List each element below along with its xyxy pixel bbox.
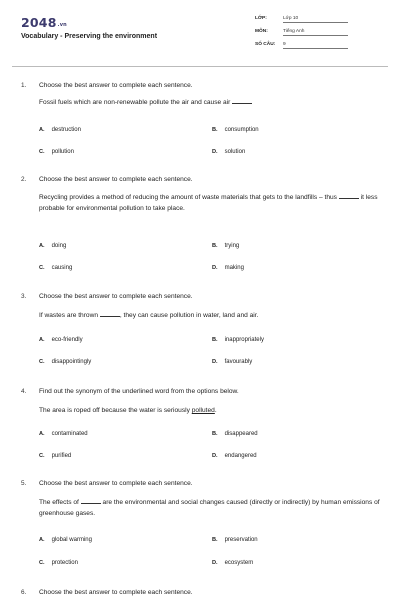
- option-d[interactable]: D. ecosystem: [212, 560, 254, 566]
- meta-subject-label: MÔN:: [255, 29, 268, 34]
- option-a[interactable]: A. contaminated: [39, 431, 88, 437]
- meta-count-label: SỐ CÂU:: [255, 42, 276, 47]
- question-text: The area is roped off because the water is seriously polluted.: [39, 407, 217, 414]
- question-number: 5.: [21, 480, 27, 487]
- page-title: Vocabulary - Preserving the environment: [21, 33, 158, 40]
- meta-class-label: LỚP:: [255, 16, 267, 21]
- option-c[interactable]: C. causing: [39, 265, 73, 271]
- option-d[interactable]: D. solution: [212, 149, 246, 155]
- page-header: [0, 0, 400, 66]
- question-instruction: Find out the synonym of the underlined word from the options below.: [39, 388, 239, 395]
- question-number: 4.: [21, 388, 27, 395]
- option-a[interactable]: A. destruction: [39, 127, 81, 133]
- option-a[interactable]: A. doing: [39, 243, 67, 249]
- question-number: 1.: [21, 82, 27, 89]
- option-b[interactable]: B. disappeared: [212, 431, 258, 437]
- option-c[interactable]: C. purified: [39, 453, 72, 459]
- underlined-word: polluted: [191, 407, 215, 414]
- option-d[interactable]: D. making: [212, 265, 244, 271]
- option-b[interactable]: B. trying: [212, 243, 240, 249]
- answer-blank: [81, 498, 101, 504]
- question-text: Fossil fuels which are non-renewable pollute the air and cause air: [39, 98, 384, 109]
- question-number: 3.: [21, 293, 27, 300]
- option-a[interactable]: A. global warming: [39, 537, 92, 543]
- option-b[interactable]: B. consumption: [212, 127, 259, 133]
- question-text: If wastes are thrown , they can cause pollution in water, land and air.: [39, 312, 259, 319]
- option-c[interactable]: C. pollution: [39, 149, 74, 155]
- question-number: 6.: [21, 589, 27, 596]
- logo-main: 2048: [21, 15, 57, 30]
- question-instruction: Choose the best answer to complete each sentence.: [39, 82, 193, 89]
- option-c[interactable]: C. protection: [39, 560, 78, 566]
- option-d[interactable]: D. favourably: [212, 359, 253, 365]
- question-instruction: Choose the best answer to complete each sentence.: [39, 480, 193, 487]
- answer-blank: [100, 311, 120, 317]
- option-b[interactable]: B. inappropriately: [212, 337, 264, 343]
- meta-class-value: Lớp 10: [283, 16, 348, 23]
- question-instruction: Choose the best answer to complete each sentence.: [39, 293, 193, 300]
- meta-subject-value: Tiếng Anh: [283, 29, 348, 36]
- logo-sub: .vn: [57, 22, 67, 28]
- brand-logo: [21, 15, 67, 30]
- question-instruction: Choose the best answer to complete each sentence.: [39, 589, 193, 596]
- answer-blank: [339, 193, 359, 199]
- meta-count-value: 9: [283, 42, 348, 49]
- option-b[interactable]: B. preservation: [212, 537, 258, 543]
- question-text: The effects of are the environmental and social changes caused (directly or indirectly) by human emissions of greenhouse gases.: [39, 499, 380, 517]
- header-divider: [12, 66, 388, 67]
- option-d[interactable]: D. endangered: [212, 453, 257, 459]
- question-text: Recycling provides a method of reducing the amount of waste materials that gets to the landfills – thus it less probable for environmental pollution to take place.: [39, 194, 378, 212]
- answer-blank: [232, 98, 252, 104]
- option-c[interactable]: C. disappointingly: [39, 359, 92, 365]
- question-number: 2.: [21, 176, 27, 183]
- question-instruction: Choose the best answer to complete each sentence.: [39, 176, 193, 183]
- option-a[interactable]: A. eco-friendly: [39, 337, 83, 343]
